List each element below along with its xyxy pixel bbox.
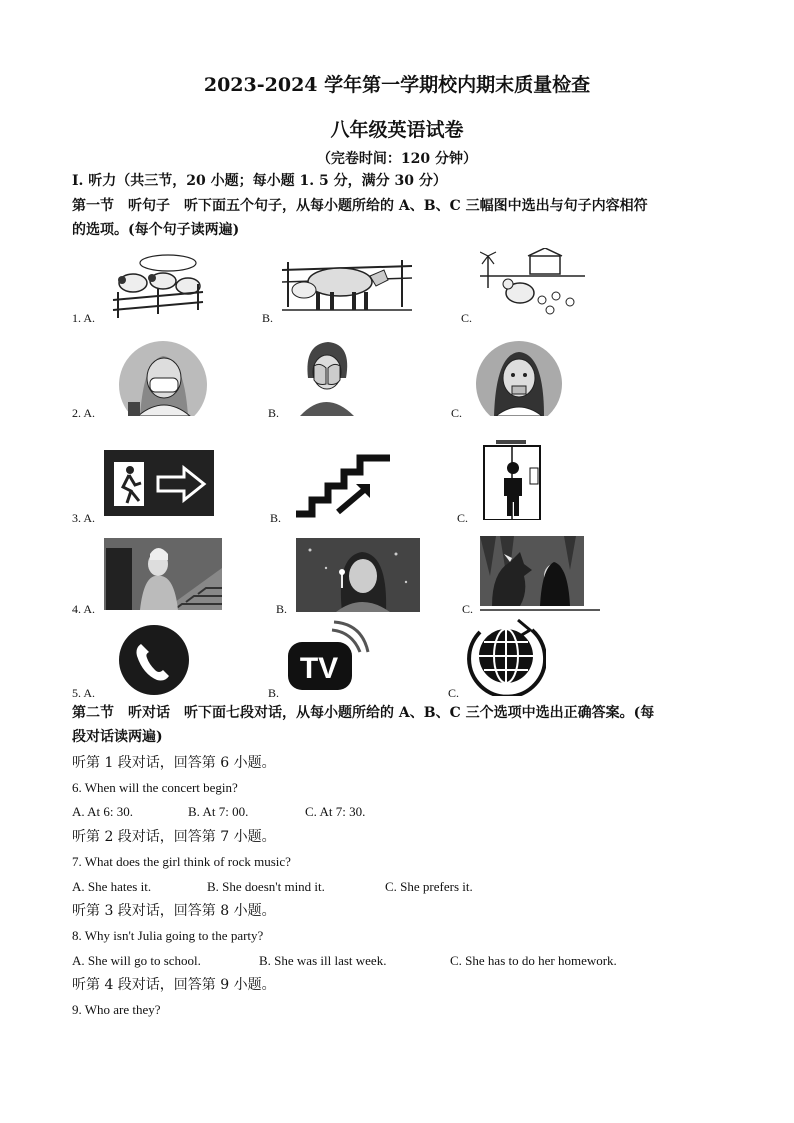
q6-option-c: C. At 7: 30. [305, 804, 366, 819]
question-7: 7. What does the girl think of rock music? [72, 854, 291, 869]
tv-logo-picture [286, 618, 370, 694]
q5-option-c-label: C. [448, 686, 460, 700]
q6-option-b: B. At 7: 00. [188, 804, 249, 819]
q1-option-c-label: C. [461, 311, 473, 325]
q6-option-a: A. At 6: 30. [72, 804, 134, 819]
q7-option-a: A. She hates it. [72, 879, 152, 894]
exit-sign-picture [104, 450, 214, 516]
question-6: 6. When will the concert begin? [72, 780, 238, 795]
cinderella-stairs-picture [104, 538, 222, 610]
exam-subtitle: 八年级英语试卷 [330, 119, 464, 141]
covering-face-picture [296, 338, 356, 416]
section1-instruction-1: 第一节 听句子 听下面五个句子，从每小题所给的 A、B、C 三幅图中选出与句子内容相符 [72, 198, 648, 214]
q5-option-b-label: B. [268, 686, 280, 700]
section1-instruction-2: 的选项。(每个句子读两遍) [72, 222, 240, 238]
wolf-and-girl-picture [480, 536, 600, 612]
exam-title: 2023-2024 学年第一学期校内期末质量检查 [203, 74, 591, 96]
dialogue-3-intro: 听第 3 段对话，回答第 8 小题。 [72, 903, 276, 919]
q4-option-c-label: C. [462, 602, 474, 616]
q4-option-b-label: B. [276, 602, 288, 616]
q3-option-a-label: 3. A. [72, 511, 96, 525]
stairs-sign-picture [294, 452, 392, 518]
q7-option-b: B. She doesn't mind it. [207, 879, 325, 894]
q5-option-a-label: 5. A. [72, 686, 96, 700]
elevator-picture [482, 438, 544, 520]
q2-option-c-label: C. [451, 406, 463, 420]
cow-picture [282, 252, 412, 314]
dialogue-4-intro: 听第 4 段对话，回答第 9 小题。 [72, 977, 276, 993]
q2-option-a-label: 2. A. [72, 406, 96, 420]
q1-option-b-label: B. [262, 311, 274, 325]
masked-woman-picture [118, 340, 208, 416]
sheep-farm-picture [108, 248, 208, 320]
time-note: （完卷时间：120 分钟） [316, 151, 478, 167]
q3-option-b-label: B. [270, 511, 282, 525]
tv-logo-text: TV [299, 652, 339, 685]
globe-picture [466, 618, 546, 696]
q2-option-b-label: B. [268, 406, 280, 420]
q8-option-a: A. She will go to school. [72, 953, 201, 968]
question-9: 9. Who are they? [72, 1002, 161, 1017]
section2-instruction-1: 第二节 听对话 听下面七段对话，从每小题所给的 A、B、C 三个选项中选出正确答案。(每 [72, 705, 655, 721]
dialogue-2-intro: 听第 2 段对话，回答第 7 小题。 [72, 829, 276, 845]
q8-option-c: C. She has to do her homework. [450, 953, 617, 968]
section2-instruction-2: 段对话读两遍) [72, 729, 163, 745]
q7-option-c: C. She prefers it. [385, 879, 473, 894]
surprised-woman-picture [474, 340, 564, 416]
q1-option-a-label: 1. A. [72, 311, 96, 325]
part1-heading: I. 听力（共三节，20 小题；每小题 1. 5 分，满分 30 分） [72, 173, 447, 189]
chickens-picture [480, 248, 585, 318]
telephone-picture [116, 624, 192, 696]
q8-option-b: B. She was ill last week. [259, 953, 387, 968]
q3-option-c-label: C. [457, 511, 469, 525]
question-8: 8. Why isn't Julia going to the party? [72, 928, 264, 943]
match-girl-picture [296, 538, 420, 612]
q4-option-a-label: 4. A. [72, 602, 96, 616]
dialogue-1-intro: 听第 1 段对话，回答第 6 小题。 [72, 755, 276, 771]
